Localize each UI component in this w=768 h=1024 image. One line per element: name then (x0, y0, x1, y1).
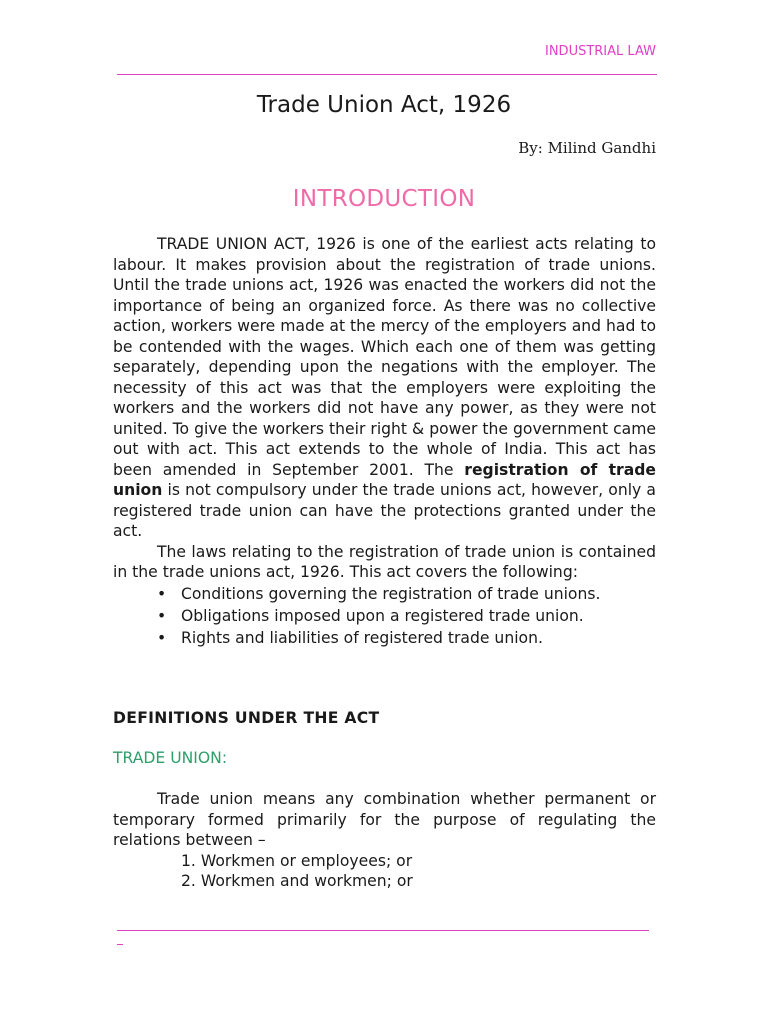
definitions-heading: DEFINITIONS UNDER THE ACT (113, 709, 380, 727)
numbered-item: 1. Workmen or employees; or (181, 851, 413, 870)
numbered-item: 2. Workmen and workmen; or (181, 872, 413, 890)
intro-paragraph-1 (113, 234, 656, 542)
footer-dash (117, 944, 123, 945)
definition-body (113, 789, 656, 892)
paragraph-text: TRADE UNION ACT, 1926 is one of the earliest acts relating to labour. It makes provision about the registration of trade unions. Until the trade unions act, 1926 was enacted the workers did not the importance of being an organized force. As there was no collective action, workers were made at the mercy of the employers and had to be contended with the wages. Which each one of them was getting separately, depending upon the negations with the employer. The necessity of this act was that the employers were exploiting the workers and the workers did not have any power, as they were not united. To give the workers their right & power the government came out with act. This act extends to the whole of India. This act has been amended in September 2001. The (113, 235, 656, 479)
bullet-item: • Obligations imposed upon a registered trade union. (113, 605, 656, 627)
header-rule (117, 74, 657, 75)
coverage-bullet-list (113, 583, 656, 649)
document-title: Trade Union Act, 1926 (256, 92, 512, 118)
introduction-heading: INTRODUCTION (292, 186, 476, 212)
intro-paragraph-2: The laws relating to the registration of trade union is contained in the trade unions act, 1926. This act covers the following: (113, 542, 656, 581)
bullet-item: • Rights and liabilities of registered trade union. (113, 627, 656, 649)
bullet-item: • Conditions governing the registration of trade unions. (113, 583, 656, 605)
trade-union-subheading: TRADE UNION: (113, 749, 228, 767)
author-byline: By: Milind Gandhi (518, 139, 656, 157)
footer-rule (117, 930, 649, 931)
header-label: INDUSTRIAL LAW (545, 44, 656, 59)
relations-numbered-list (113, 851, 656, 892)
paragraph-text: is not compulsory under the trade unions act, however, only a registered trade union can have the protections granted under the act. (113, 481, 656, 540)
introduction-body (113, 234, 656, 649)
definition-paragraph: Trade union means any combination whether permanent or temporary formed primarily for the purpose of regulating the relations between – (113, 790, 656, 849)
bold-term: registration of trade union (113, 460, 656, 499)
